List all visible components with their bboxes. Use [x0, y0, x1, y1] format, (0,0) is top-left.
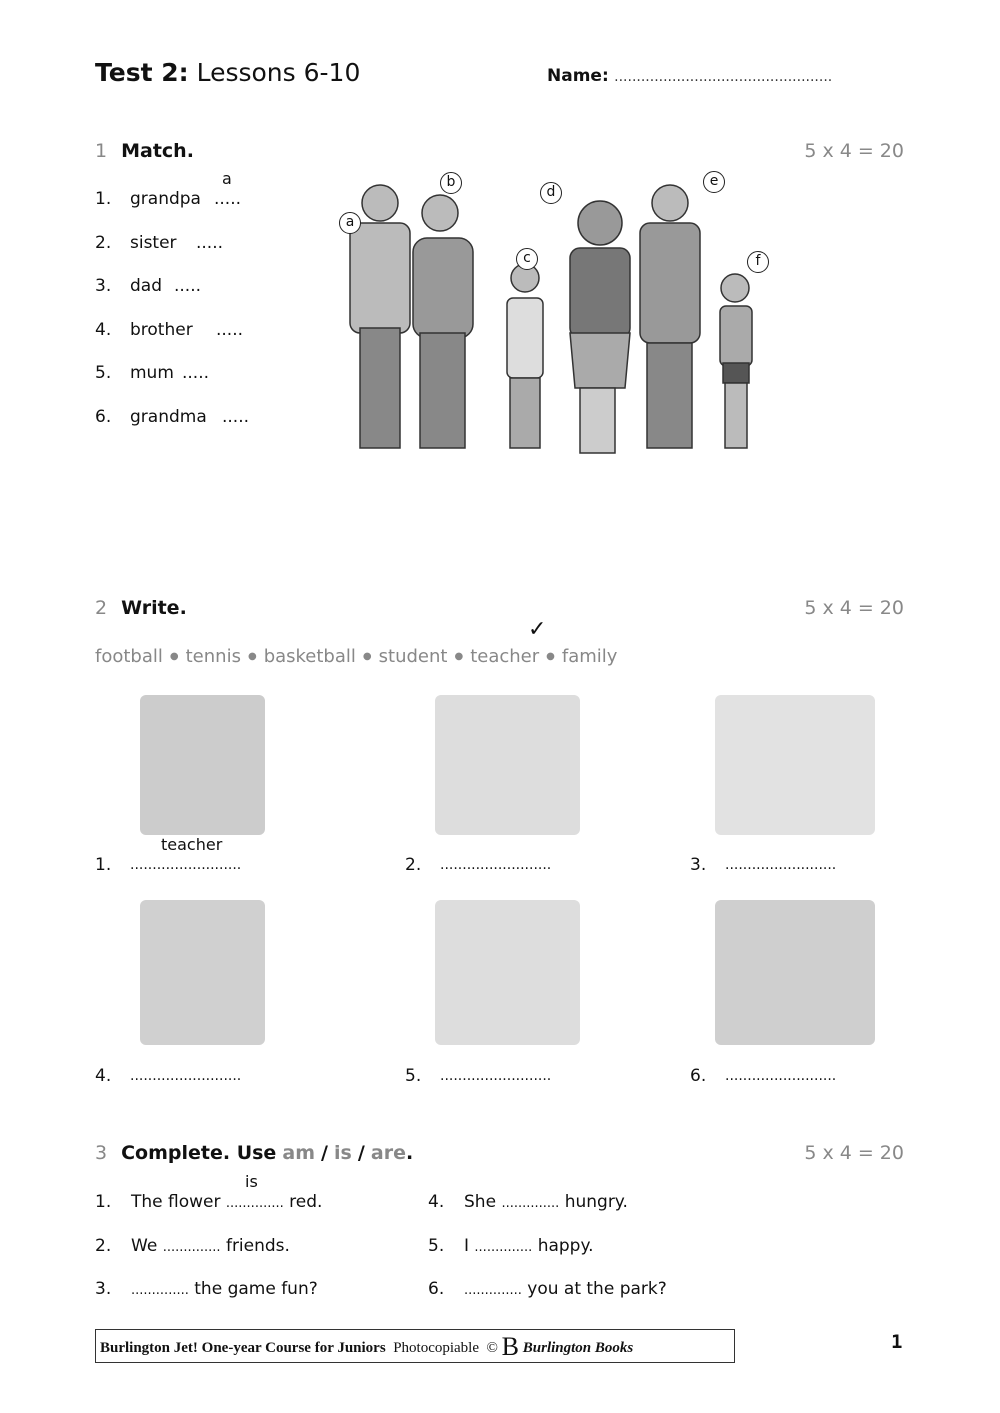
sentence: [464, 1192, 628, 1214]
section-number: 1: [95, 140, 108, 162]
burlington-logo: B: [501, 1332, 520, 1361]
answer-dots[interactable]: .....: [174, 276, 202, 296]
answer-dots[interactable]: .........................: [440, 1068, 552, 1084]
item-word: grandpa: [130, 189, 201, 209]
item-number: 2.: [405, 855, 422, 875]
word-bank: [95, 646, 617, 668]
option-are: are: [370, 1142, 406, 1164]
bullet-icon: ●: [169, 651, 179, 662]
figure-label-b: b: [440, 172, 462, 194]
sentence: [131, 1236, 290, 1258]
footer-credit: [95, 1329, 735, 1363]
sentence-end: you at the park?: [527, 1279, 667, 1299]
figure-label-f: f: [747, 251, 769, 273]
item-number: 2.: [95, 1235, 112, 1256]
option-is: is: [334, 1142, 352, 1164]
title-lessons: Lessons 6-10: [196, 58, 361, 87]
sentence: [131, 1192, 322, 1214]
item-number: 6.: [690, 1066, 707, 1086]
slash: /: [321, 1142, 328, 1164]
bullet-icon: ●: [362, 651, 372, 662]
sentence-end: hungry.: [564, 1192, 628, 1212]
section-number: 3: [95, 1142, 108, 1164]
sentence-start: She: [464, 1192, 497, 1212]
sentence-end: happy.: [537, 1235, 594, 1256]
answer-dots[interactable]: .....: [216, 319, 244, 340]
title-test: Test 2:: [95, 58, 189, 87]
football-picture: [715, 695, 875, 835]
answer-input[interactable]: is: [245, 1172, 258, 1191]
publisher-name: Burlington Books: [522, 1340, 634, 1356]
item-word: grandma: [130, 406, 207, 427]
section3-heading: [95, 1142, 413, 1164]
checkmark-icon: ✓: [528, 617, 547, 642]
photocopiable: Photocopiable: [393, 1340, 480, 1356]
item-number: 1.: [95, 1192, 112, 1212]
section-number: 2: [95, 597, 108, 619]
item-number: 5.: [428, 1235, 445, 1256]
bullet-icon: ●: [247, 651, 257, 662]
word-bank-item: family: [561, 646, 618, 667]
item-number: 3.: [690, 855, 707, 875]
word-bank-item: football: [95, 646, 163, 667]
answer-dots[interactable]: .........................: [130, 857, 242, 873]
answer-dots[interactable]: .....: [214, 189, 242, 209]
sentence-end: red.: [289, 1192, 323, 1212]
answer-input[interactable]: teacher: [161, 835, 223, 854]
sentence: [131, 1279, 318, 1301]
answer-dots[interactable]: .........................: [440, 857, 552, 873]
answer-dots[interactable]: .....: [222, 406, 250, 427]
item-number: 1.: [95, 189, 112, 209]
item-number: 5.: [405, 1066, 422, 1086]
item-number: 4.: [95, 1066, 112, 1086]
sentence-start: We: [131, 1235, 158, 1256]
section-instruction: Match.: [121, 140, 194, 162]
word-bank-item: student: [378, 646, 448, 667]
section-instruction: Complete. Use: [121, 1142, 277, 1164]
answer-input[interactable]: a: [222, 169, 232, 188]
item-word: brother: [130, 319, 193, 340]
slash: /: [357, 1142, 365, 1164]
sentence-end: the game fun?: [194, 1279, 318, 1299]
sentence: [464, 1236, 594, 1258]
option-am: am: [282, 1142, 315, 1164]
answer-dots[interactable]: .........................: [725, 1068, 837, 1084]
period: .: [406, 1142, 414, 1164]
sentence-end: friends.: [225, 1235, 290, 1256]
item-number: 4.: [95, 319, 112, 340]
word-bank-item: teacher: [470, 646, 540, 667]
tennis-picture: [140, 900, 265, 1045]
item-number: 3.: [95, 276, 112, 296]
section2-score: 5 x 4 = 20: [804, 597, 904, 619]
name-label: Name:: [547, 66, 609, 86]
teacher-picture: [140, 695, 265, 835]
page-title: [95, 58, 360, 87]
word-bank-item: basketball: [263, 646, 356, 667]
answer-blank[interactable]: ..............: [464, 1283, 522, 1298]
item-number: 6.: [95, 406, 112, 427]
sentence-start: I: [464, 1235, 470, 1256]
item-number: 6.: [428, 1279, 445, 1299]
classroom-picture: [715, 900, 875, 1045]
figure-label-e: e: [703, 171, 725, 193]
figure-label-a: a: [339, 212, 361, 234]
section1-score: 5 x 4 = 20: [804, 140, 904, 162]
sentence: [464, 1279, 667, 1301]
bullet-icon: ●: [546, 651, 555, 662]
copyright-symbol: ©: [486, 1340, 498, 1356]
answer-blank[interactable]: ..............: [162, 1239, 221, 1255]
item-word: mum: [130, 363, 174, 383]
answer-dots[interactable]: .........................: [725, 857, 837, 873]
name-dots: .................................................: [614, 69, 833, 85]
family-illustration: [335, 168, 815, 463]
answer-blank[interactable]: ..............: [225, 1196, 284, 1211]
section1-heading: [95, 140, 194, 162]
course-name: Burlington Jet! One-year Course for Juniors: [100, 1340, 386, 1356]
answer-dots[interactable]: .....: [182, 363, 210, 383]
section3-score: 5 x 4 = 20: [804, 1142, 904, 1164]
section2-heading: [95, 597, 187, 619]
answer-blank[interactable]: ..............: [501, 1196, 560, 1211]
figure-label-d: d: [540, 182, 562, 204]
item-number: 5.: [95, 363, 112, 383]
item-number: 2.: [95, 232, 112, 253]
answer-blank[interactable]: ..............: [474, 1239, 533, 1255]
item-number: 1.: [95, 855, 112, 875]
page-number: 1: [891, 1331, 903, 1353]
word-bank-item: tennis: [185, 646, 241, 667]
sentence-start: The flower: [131, 1192, 221, 1212]
item-number: 4.: [428, 1192, 445, 1212]
answer-dots[interactable]: .........................: [130, 1068, 242, 1084]
answer-blank[interactable]: ..............: [131, 1283, 189, 1298]
answer-dots[interactable]: .....: [196, 232, 224, 253]
item-word: dad: [130, 276, 162, 296]
bullet-icon: ●: [454, 651, 464, 662]
basketball-picture: [435, 695, 580, 835]
item-word: sister: [130, 232, 177, 253]
figure-label-c: c: [516, 248, 538, 270]
item-number: 3.: [95, 1279, 112, 1299]
name-field[interactable]: [547, 66, 832, 86]
family-picture: [435, 900, 580, 1045]
section-instruction: Write.: [121, 597, 187, 619]
